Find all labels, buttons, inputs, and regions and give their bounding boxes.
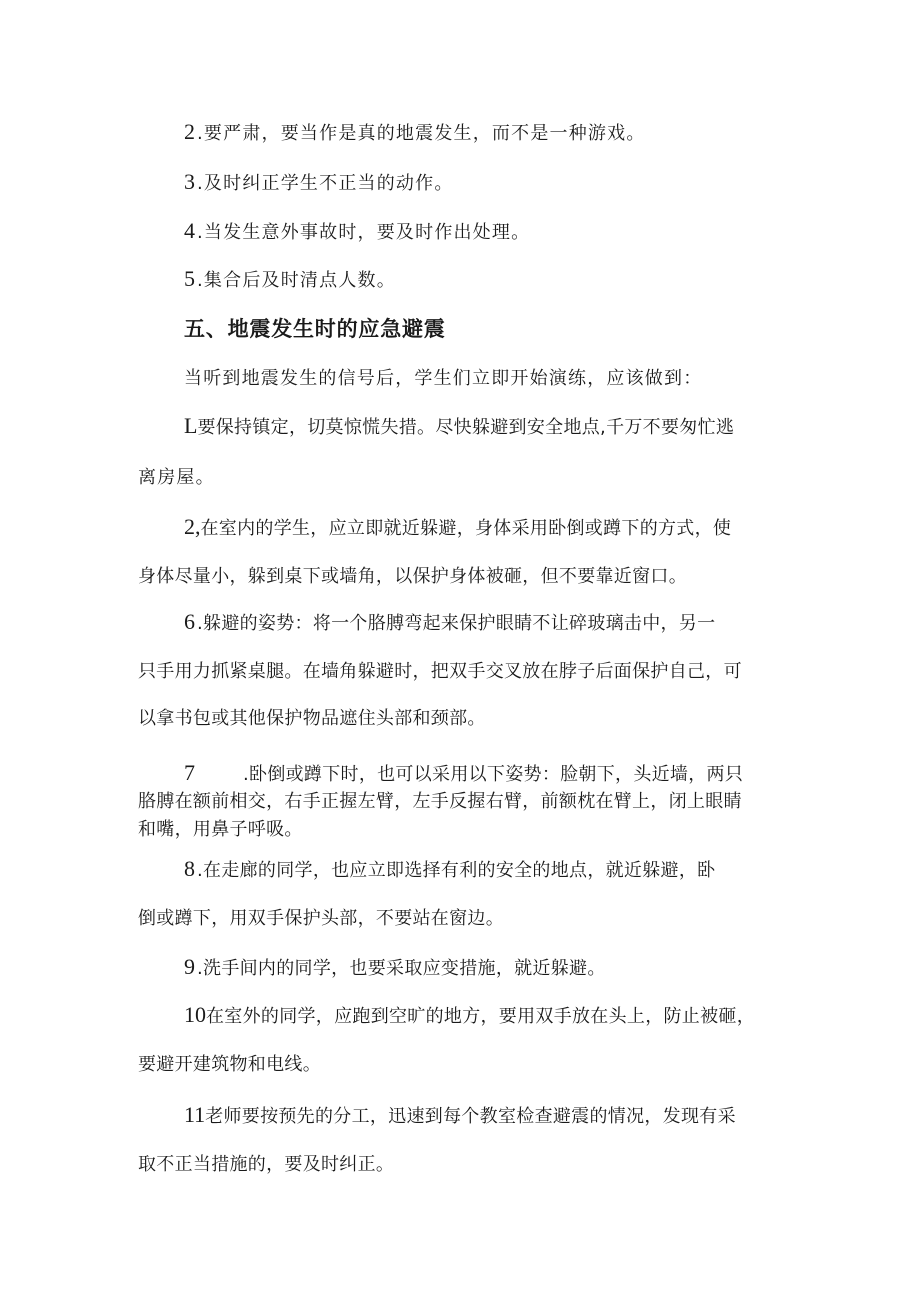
list-item xyxy=(184,414,734,440)
list-item xyxy=(184,955,606,981)
item-number: 11 xyxy=(184,1102,206,1127)
list-item xyxy=(184,857,715,883)
item-text: .集合后及时清点人数。 xyxy=(197,270,396,291)
item-number: 7 xyxy=(184,760,195,785)
item-text-line: .洗手间内的同学，也要采取应变措施，就近躲避。 xyxy=(197,958,606,979)
item-number: 3 xyxy=(184,169,195,194)
item-text-line: 要避开建筑物和电线。 xyxy=(138,1054,321,1075)
item-text-line: 以拿书包或其他保护物品遮住头部和颈部。 xyxy=(138,708,486,729)
item-text: .要严肃，要当作是真的地震发生，而不是一种游戏。 xyxy=(197,123,646,144)
list-item xyxy=(184,761,743,787)
list-item xyxy=(184,1003,755,1029)
item-text-line: .躲避的姿势：将一个胳膊弯起来保护眼睛不让碎玻璃击中，另一 xyxy=(197,613,716,634)
item-text-line: 和嘴，用鼻子呼吸。 xyxy=(138,819,303,840)
item-number: 4 xyxy=(184,218,195,243)
item-number: L xyxy=(184,413,198,438)
item-text-line: 要保持镇定，切莫惊慌失措。尽快躲避到安全地点,千万不要匆忙逃 xyxy=(197,417,735,438)
item-text-line: .卧倒或蹲下时，也可以采用以下姿势：脸朝下，头近墙，两只 xyxy=(243,764,744,785)
item-number: 2, xyxy=(184,514,201,539)
list-item xyxy=(184,120,646,146)
list-item xyxy=(184,267,396,293)
item-text-line: .在走廊的同学，也应立即选择有利的安全的地点，就近躲避，卧 xyxy=(197,860,716,881)
item-text-line: 倒或蹲下，用双手保护头部，不要站在窗边。 xyxy=(138,908,504,929)
item-text-line: 离房屋。 xyxy=(138,467,215,488)
list-item xyxy=(184,219,530,245)
item-text: .及时纠正学生不正当的动作。 xyxy=(197,173,454,194)
item-number: 8 xyxy=(184,856,195,881)
item-number: 6 xyxy=(184,609,195,634)
section-heading: 五、地震发生时的应急避震 xyxy=(184,317,446,341)
item-number: 10 xyxy=(184,1002,206,1027)
list-item xyxy=(184,610,715,636)
item-text-line: 在室外的同学，应跑到空旷的地方，要用双手放在头上，防止被砸， xyxy=(206,1006,755,1027)
item-text: .当发生意外事故时，要及时作出处理。 xyxy=(197,222,531,243)
item-text-line: 在室内的学生，应立即就近躲避，身体采用卧倒或蹲下的方式，使 xyxy=(200,518,732,539)
list-item xyxy=(184,1103,736,1129)
item-text-line: 取不正当措施的，要及时纠正。 xyxy=(138,1154,395,1175)
item-number: 2 xyxy=(184,119,195,144)
item-text-line: 老师要按预先的分工，迅速到每个教室检查避震的情况，发现有采 xyxy=(205,1106,736,1127)
item-text-line: 只手用力抓紧桌腿。在墙角躲避时，把双手交叉放在脖子后面保护自己，可 xyxy=(138,661,742,682)
item-number: 5 xyxy=(184,266,195,291)
list-item xyxy=(184,515,731,541)
item-number: 9 xyxy=(184,954,195,979)
item-text-line: 身体尽量小，躲到桌下或墙角，以保护身体被砸，但不要靠近窗口。 xyxy=(138,566,687,587)
intro-paragraph: 当听到地震发生的信号后，学生们立即开始演练，应该做到： xyxy=(184,368,703,389)
list-item xyxy=(184,170,454,196)
item-text-line: 胳膊在额前相交，右手正握左臂，左手反握右臂，前额枕在臂上，闭上眼睛 xyxy=(138,791,742,812)
